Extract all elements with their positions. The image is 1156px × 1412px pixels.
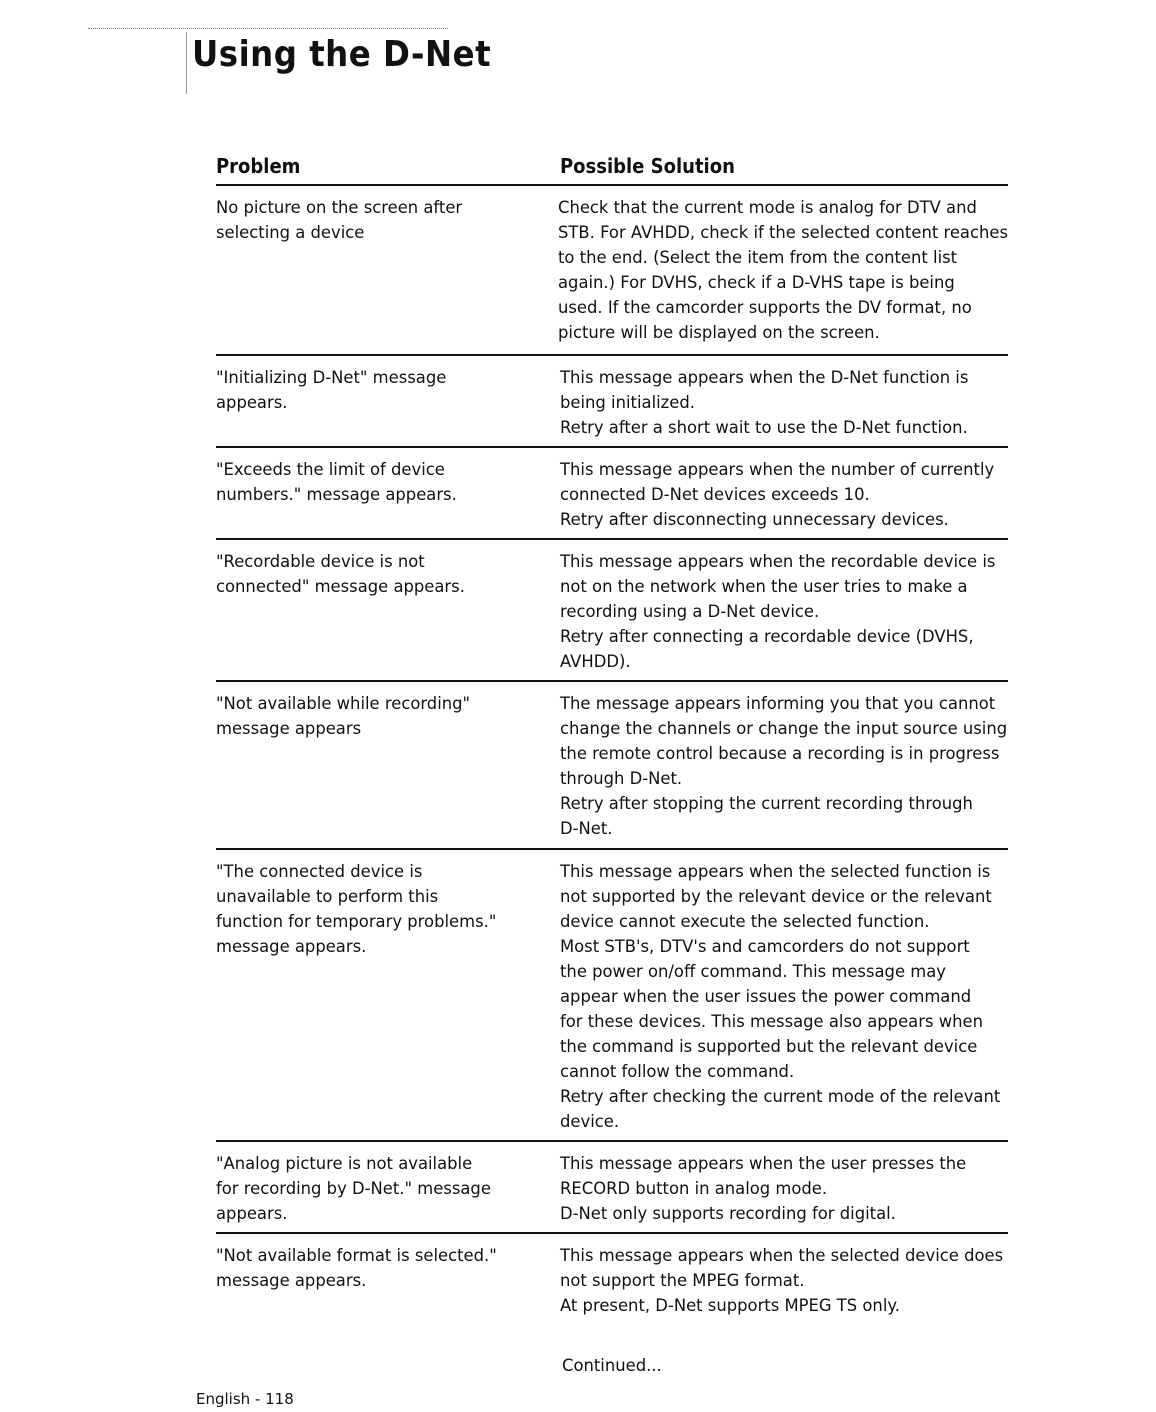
problem-text-line: No picture on the screen after — [216, 198, 463, 217]
solution-text-line: Retry after stopping the current recording through — [560, 794, 973, 813]
table-row — [216, 850, 1008, 1142]
solution-text-line: This message appears when the selected function is — [560, 862, 991, 881]
solution-text-line: not supported by the relevant device or the relevant — [560, 887, 992, 906]
table-header — [216, 148, 1008, 186]
table-row — [216, 682, 1008, 850]
problem-cell — [216, 859, 560, 1140]
problem-text-line: selecting a device — [216, 223, 365, 242]
problem-text-line: "Analog picture is not available — [216, 1154, 473, 1173]
solution-text-line: STB. For AVHDD, check if the selected content reaches — [558, 223, 1008, 242]
solution-cell — [560, 365, 1008, 446]
problem-cell — [216, 549, 560, 680]
problem-cell — [216, 1151, 560, 1232]
problem-text-line: function for temporary problems." — [216, 912, 497, 931]
problem-cell — [216, 195, 558, 354]
solution-text-line: The message appears informing you that you cannot — [560, 694, 996, 713]
solution-text-line: Retry after checking the current mode of the relevant — [560, 1087, 1001, 1106]
solution-text-line: change the channels or change the input source using — [560, 719, 1008, 738]
problem-text-line: "Not available format is selected." — [216, 1246, 497, 1265]
solution-text-line: This message appears when the selected device does — [560, 1246, 1004, 1265]
solution-text-line: This message appears when the D-Net function is — [560, 368, 969, 387]
solution-text-line: not on the network when the user tries to make a — [560, 577, 968, 596]
solution-text-line: again.) For DVHS, check if a D-VHS tape is being — [558, 273, 955, 292]
problem-text-line: "The connected device is — [216, 862, 423, 881]
table-row — [216, 1234, 1008, 1354]
page-footer: English - 118 — [196, 1390, 294, 1408]
solution-text-line: D-Net. — [560, 819, 613, 838]
solution-cell — [560, 1243, 1008, 1354]
solution-text-line: Retry after connecting a recordable device (DVHS, — [560, 627, 974, 646]
solution-text-line: Most STB's, DTV's and camcorders do not support — [560, 937, 970, 956]
solution-cell — [560, 457, 1008, 538]
solution-text-line: used. If the camcorder supports the DV format, no — [558, 298, 972, 317]
continued-note: Continued... — [562, 1356, 662, 1375]
solution-text-line: This message appears when the user presses the — [560, 1154, 967, 1173]
problem-cell — [216, 691, 560, 848]
problem-text-line: numbers." message appears. — [216, 485, 457, 504]
solution-text-line: the remote control because a recording is in progress — [560, 744, 1000, 763]
solution-text-line: the power on/off command. This message may — [560, 962, 946, 981]
problem-text-line: message appears. — [216, 1271, 367, 1290]
problem-cell — [216, 457, 560, 538]
table-row — [216, 186, 1008, 356]
solution-text-line: being initialized. — [560, 393, 695, 412]
problem-text-line: "Not available while recording" — [216, 694, 471, 713]
table-row — [216, 540, 1008, 682]
table-row — [216, 448, 1008, 540]
solution-text-line: This message appears when the number of currently — [560, 460, 995, 479]
solution-text-line: to the end. (Select the item from the content list — [558, 248, 958, 267]
header-problem: Problem — [216, 154, 301, 178]
solution-text-line: Check that the current mode is analog for DTV and — [558, 198, 977, 217]
table-row — [216, 356, 1008, 448]
table-row — [216, 1142, 1008, 1234]
solution-text-line: This message appears when the recordable device is — [560, 552, 996, 571]
solution-text-line: picture will be displayed on the screen. — [558, 323, 880, 342]
solution-text-line: Retry after a short wait to use the D-Net function. — [560, 418, 968, 437]
problem-text-line: "Initializing D-Net" message — [216, 368, 447, 387]
solution-cell — [558, 195, 1008, 354]
solution-text-line: recording using a D-Net device. — [560, 602, 820, 621]
solution-cell — [560, 691, 1008, 848]
problem-text-line: appears. — [216, 1204, 288, 1223]
solution-text-line: appear when the user issues the power command — [560, 987, 972, 1006]
problem-text-line: for recording by D-Net." message — [216, 1179, 491, 1198]
solution-text-line: device cannot execute the selected function. — [560, 912, 930, 931]
problem-text-line: connected" message appears. — [216, 577, 465, 596]
solution-text-line: cannot follow the command. — [560, 1062, 795, 1081]
page-title: Using the D-Net — [192, 34, 492, 75]
problem-text-line: message appears. — [216, 937, 367, 956]
solution-text-line: connected D-Net devices exceeds 10. — [560, 485, 870, 504]
problem-text-line: appears. — [216, 393, 288, 412]
header-solution: Possible Solution — [560, 154, 735, 178]
solution-text-line: not support the MPEG format. — [560, 1271, 805, 1290]
solution-text-line: RECORD button in analog mode. — [560, 1179, 828, 1198]
solution-cell — [560, 859, 1008, 1140]
title-bar — [186, 32, 187, 94]
problem-cell — [216, 1243, 560, 1354]
solution-text-line: At present, D-Net supports MPEG TS only. — [560, 1296, 900, 1315]
solution-cell — [560, 1151, 1008, 1232]
solution-text-line: the command is supported but the relevant device — [560, 1037, 978, 1056]
solution-text-line: device. — [560, 1112, 620, 1131]
solution-text-line: D-Net only supports recording for digital. — [560, 1204, 896, 1223]
problem-text-line: "Recordable device is not — [216, 552, 425, 571]
solution-cell — [560, 549, 1008, 680]
solution-text-line: AVHDD). — [560, 652, 631, 671]
solution-text-line: Retry after disconnecting unnecessary devices. — [560, 510, 949, 529]
problem-text-line: "Exceeds the limit of device — [216, 460, 445, 479]
troubleshooting-table — [216, 148, 1008, 1354]
problem-text-line: message appears — [216, 719, 362, 738]
problem-cell — [216, 365, 560, 446]
solution-text-line: through D-Net. — [560, 769, 683, 788]
title-rule — [88, 28, 448, 29]
problem-text-line: unavailable to perform this — [216, 887, 439, 906]
table-body — [216, 186, 1008, 1354]
solution-text-line: for these devices. This message also appears when — [560, 1012, 983, 1031]
